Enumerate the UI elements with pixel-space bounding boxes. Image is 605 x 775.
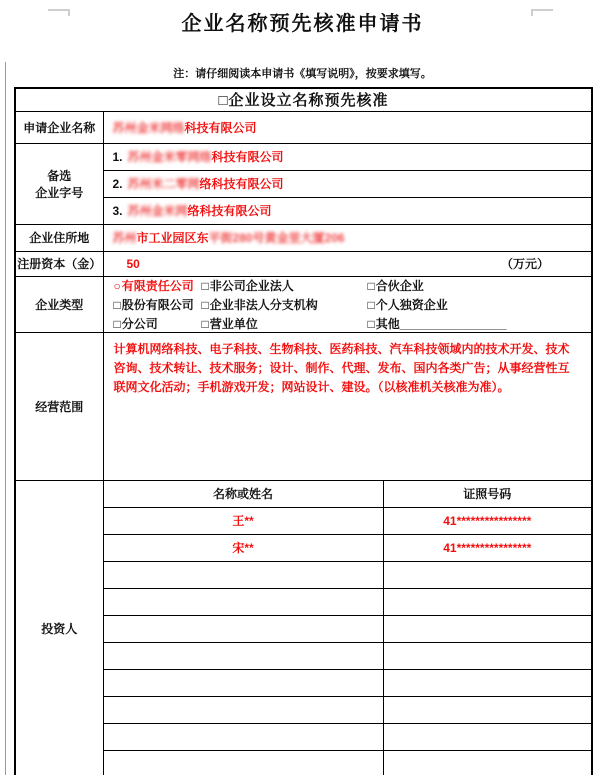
note-text: 请仔细阅读本申请书《填写说明》，按要求填写。 (195, 68, 432, 80)
investor-name-header: 名称或姓名 (103, 480, 383, 507)
checkbox-marker: □ (367, 278, 375, 293)
checkbox-marker: □ (201, 297, 209, 312)
text-boundary-mark-left (48, 9, 70, 16)
capital-unit: （万元） (501, 257, 550, 271)
applied-name-label: 申请企业名称 (15, 111, 103, 143)
option-sole-proprietorship: □个人独资企业 (367, 297, 448, 312)
alt-names-label: 备选 企业字号 (15, 143, 103, 224)
note-label: 注： (173, 68, 196, 80)
checkbox-marker: □ (201, 316, 209, 331)
checkbox-marker: □ (201, 278, 209, 293)
address-value: 苏州市工业园区东平街280号黄金里大厦206 (103, 224, 592, 251)
capital-value: 50 (126, 256, 140, 271)
option-partnership: □合伙企业 (367, 278, 424, 293)
business-scope-row (15, 332, 592, 480)
text-boundary-mark-right (531, 9, 553, 16)
capital-label: 注册资本（金） (15, 251, 103, 276)
alt-name-3: 3. 苏州金米网络科技有限公司 (103, 197, 592, 224)
alt-name-row-1 (15, 143, 592, 170)
page-title: 企业名称预先核准申请书 (181, 13, 424, 35)
section-header-row (15, 88, 592, 111)
option-non-company-legal-person: □非公司企业法人 (201, 278, 294, 293)
checkbox-marker: □ (113, 316, 121, 331)
business-scope-label: 经营范围 (15, 332, 103, 480)
enterprise-type-options (103, 276, 592, 332)
checkbox-marker: □ (367, 316, 375, 331)
address-label: 企业住所地 (15, 224, 103, 251)
investor-label: 投资人 (15, 480, 103, 775)
applied-name-clear: 科技有限公司 (184, 120, 257, 135)
applied-name-masked: 苏州金米网络 (112, 120, 185, 135)
alt-name-2: 2. 苏州米二零网络科技有限公司 (103, 170, 592, 197)
applied-name-value (103, 111, 592, 143)
section-header: □企业设立名称预先核准 (15, 88, 592, 111)
application-form-page (0, 7, 605, 775)
radio-circle-marker: ○ (113, 278, 121, 293)
capital-cell (103, 251, 592, 276)
option-branch-company: □分公司 (113, 316, 158, 331)
business-scope-text: 计算机网络科技、电子科技、生物科技、医药科技、汽车科技领域内的技术开发、技术咨询、技术转让、技术服务；设计、制作、代理、发布、国内各类广告；从事经营性互联网文化活动；手机游戏开发；网站设计、建设。（以核准机关核准为准）。 (113, 341, 570, 395)
option-business-unit: □营业单位 (201, 316, 258, 331)
investor-header-row (15, 480, 592, 507)
address-row (15, 224, 592, 251)
option-other: □其他________________ (367, 316, 507, 331)
enterprise-type-label: 企业类型 (15, 276, 103, 332)
enterprise-type-row (15, 276, 592, 332)
option-joint-stock-company: □股份有限公司 (113, 297, 194, 312)
fill-instruction-note (0, 65, 605, 81)
investor-id: 41**************** (383, 507, 592, 534)
investor-id: 41**************** (383, 534, 592, 561)
checkbox-marker: □ (113, 297, 121, 312)
checkbox-marker: □ (367, 297, 375, 312)
investor-id-header: 证照号码 (383, 480, 592, 507)
alt-name-1: 1. 苏州金米零网络科技有限公司 (103, 143, 592, 170)
application-form-table (14, 87, 593, 775)
option-limited-liability-company: ○有限责任公司 (113, 278, 194, 293)
capital-row (15, 251, 592, 276)
option-non-legal-person-branch: □企业非法人分支机构 (201, 297, 318, 312)
applied-name-row (15, 111, 592, 143)
investor-name: 宋** (103, 534, 383, 561)
page-edge-line (5, 62, 6, 775)
investor-name: 王** (103, 507, 383, 534)
business-scope-cell (103, 332, 592, 480)
